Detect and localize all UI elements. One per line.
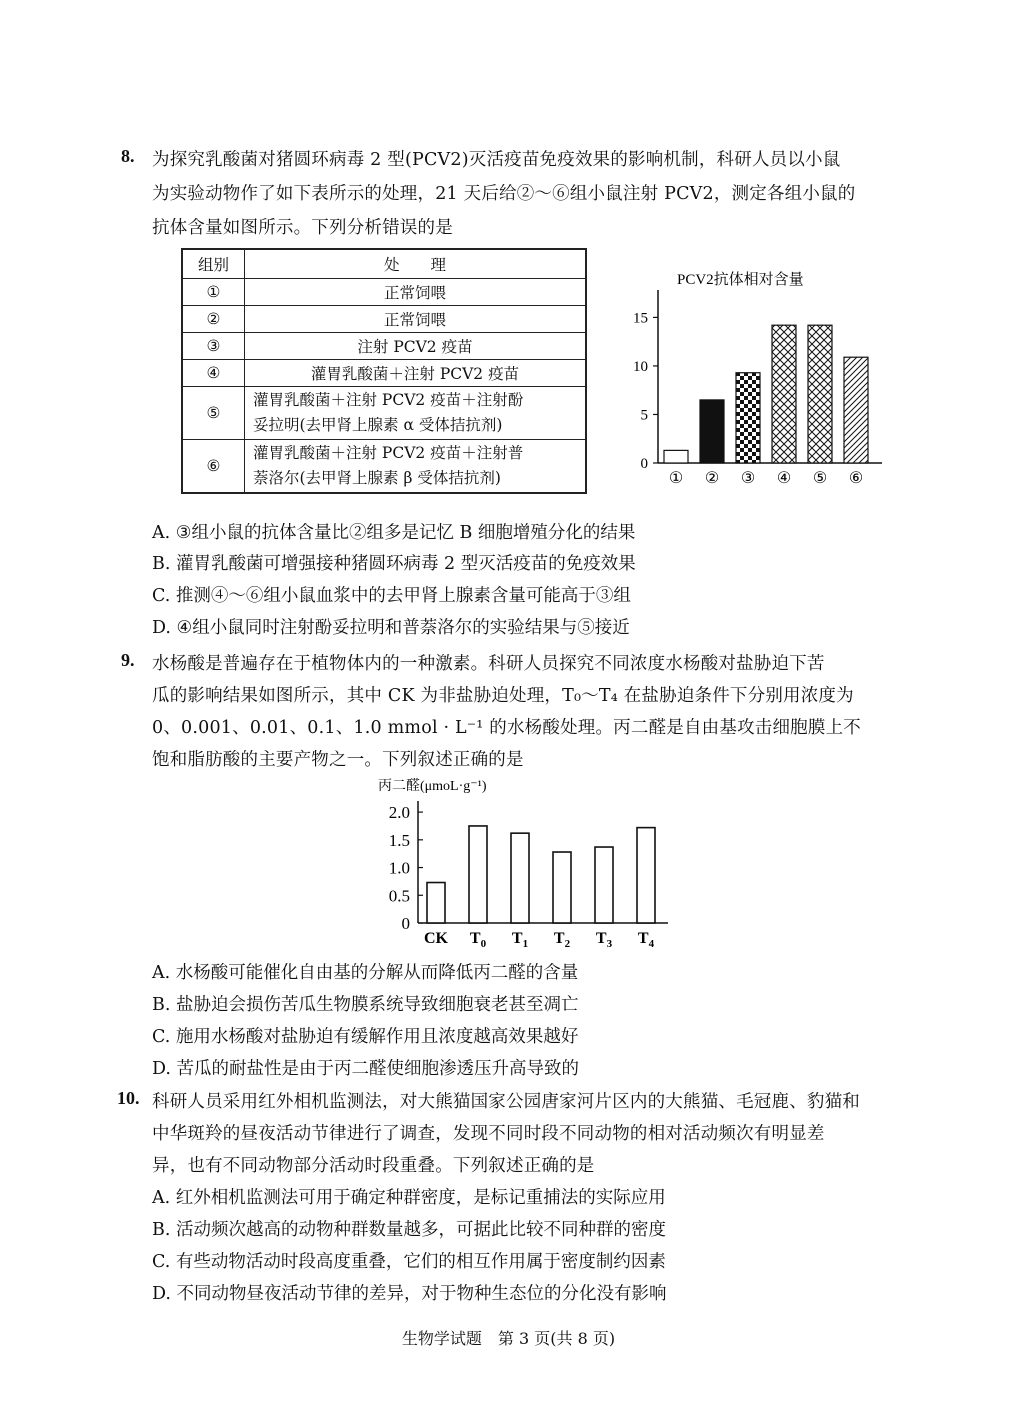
q10-option-c: C. 有些动物活动时段高度重叠，它们的相互作用属于密度制约因素 bbox=[152, 1252, 666, 1272]
chart2-bars bbox=[427, 826, 655, 923]
chart2-x-tick-label: $T_0$ bbox=[469, 930, 487, 950]
table-cell-treatment: 正常饲喂 bbox=[245, 306, 587, 333]
chart1-bar bbox=[772, 325, 796, 463]
table-cell-group: ③ bbox=[182, 333, 245, 360]
chart1-bar bbox=[844, 357, 868, 463]
table-row bbox=[182, 279, 586, 306]
chart2-y-tick-label: 1.5 bbox=[388, 830, 410, 850]
chart2-y-tick-label: 0 bbox=[401, 914, 410, 933]
question-10-number: 10. bbox=[117, 1088, 140, 1108]
chart2-bar bbox=[637, 828, 655, 923]
q9-option-a: A. 水杨酸可能催化自由基的分解从而降低丙二醛的含量 bbox=[152, 963, 579, 983]
chart2-bar bbox=[469, 826, 487, 923]
chart1-y-tick-label: 5 bbox=[640, 407, 648, 424]
q8-option-a: A. ③组小鼠的抗体含量比②组多是记忆 B 细胞增殖分化的结果 bbox=[152, 523, 636, 543]
question-8-line: 为实验动物作了如下表所示的处理，21 天后给②～⑥组小鼠注射 PCV2，测定各组小鼠的 bbox=[152, 184, 856, 204]
table-cell-group: ④ bbox=[182, 360, 245, 387]
chart2-x-tick-label: $T_3$ bbox=[595, 930, 613, 950]
chart1-bar bbox=[808, 325, 832, 463]
chart1-bar bbox=[664, 450, 688, 463]
chart1-x-tick-label: ① bbox=[668, 470, 684, 487]
chart2-ylabel: 丙二醛(μmoL·g⁻¹) bbox=[378, 779, 487, 794]
pcv2-antibody-chart bbox=[600, 260, 900, 500]
table-cell-treatment: 正常饲喂 bbox=[245, 279, 587, 306]
treatment-table bbox=[181, 248, 587, 494]
chart2-x-tick-label: CK bbox=[424, 930, 448, 947]
table-cell-group: ⑤ bbox=[182, 387, 245, 440]
table-header-treatment: 处 理 bbox=[245, 249, 587, 279]
chart2-axes bbox=[418, 801, 668, 923]
page-footer: 生物学试题 第 3 页(共 8 页) bbox=[401, 1329, 616, 1348]
chart2-y-tick-label: 2.0 bbox=[388, 803, 410, 823]
table-cell-treatment: 灌胃乳酸菌＋注射 PCV2 疫苗 bbox=[245, 360, 587, 387]
chart2-bar bbox=[595, 847, 613, 923]
question-8-number: 8. bbox=[121, 146, 135, 166]
q9-option-d: D. 苦瓜的耐盐性是由于丙二醛使细胞渗透压升高导致的 bbox=[152, 1059, 580, 1079]
q9-option-c: C. 施用水杨酸对盐胁迫有缓解作用且浓度越高效果越好 bbox=[152, 1027, 579, 1047]
table-cell-treatment bbox=[245, 387, 587, 440]
chart1-x-tick-label: ⑥ bbox=[848, 470, 864, 487]
question-9-number: 9. bbox=[121, 650, 135, 670]
table-cell-treatment bbox=[245, 440, 587, 494]
chart2-y-tick-label: 1.0 bbox=[388, 858, 410, 878]
chart2-y-tick-label: 0.5 bbox=[388, 886, 410, 906]
question-8-line: 抗体含量如图所示。下列分析错误的是 bbox=[152, 218, 453, 238]
chart1-ylabel: PCV2抗体相对含量 bbox=[677, 272, 804, 288]
chart1-x-tick-label: ② bbox=[704, 470, 720, 487]
question-10-line: 科研人员采用红外相机监测法，对大熊猫国家公园唐家河片区内的大熊猫、毛冠鹿、豹猫和 bbox=[152, 1092, 860, 1112]
table-cell-group: ⑥ bbox=[182, 440, 245, 494]
q8-option-c: C. 推测④～⑥组小鼠血浆中的去甲肾上腺素含量可能高于③组 bbox=[152, 586, 631, 606]
table-header-group: 组别 bbox=[182, 249, 245, 279]
table-row bbox=[182, 333, 586, 360]
q8-option-d: D. ④组小鼠同时注射酚妥拉明和普萘洛尔的实验结果与⑤接近 bbox=[152, 618, 630, 638]
question-9-line: 瓜的影响结果如图所示，其中 CK 为非盐胁迫处理，T₀～T₄ 在盐胁迫条件下分别用浓度为 bbox=[152, 686, 854, 706]
chart2-bar bbox=[511, 833, 529, 923]
question-10-line: 中华斑羚的昼夜活动节律进行了调查，发现不同时段不同动物的相对活动频次有明显差 bbox=[152, 1124, 825, 1144]
chart1-y-tick-label: 15 bbox=[633, 310, 648, 327]
chart2-x-tick-subscript: 4 bbox=[648, 938, 655, 950]
table-cell-treatment: 注射 PCV2 疫苗 bbox=[245, 333, 587, 360]
table-row bbox=[182, 306, 586, 333]
treatment-line: 萘洛尔(去甲肾上腺素 β 受体拮抗剂) bbox=[253, 469, 501, 487]
treatment-line: 灌胃乳酸菌＋注射 PCV2 疫苗＋注射酚 bbox=[253, 391, 524, 409]
chart1-bar bbox=[736, 373, 760, 463]
chart2-x-tick-label: $T_2$ bbox=[553, 930, 571, 950]
table-row bbox=[182, 440, 586, 494]
q10-option-d: D. 不同动物昼夜活动节律的差异，对于物种生态位的分化没有影响 bbox=[152, 1284, 667, 1304]
table-cell-group: ① bbox=[182, 279, 245, 306]
chart1-x-tick-label: ④ bbox=[776, 470, 792, 487]
q8-option-b: B. 灌胃乳酸菌可增强接种猪圆环病毒 2 型灭活疫苗的免疫效果 bbox=[152, 554, 636, 574]
chart2-x-tick-label: $T_1$ bbox=[511, 930, 529, 950]
table-cell-group: ② bbox=[182, 306, 245, 333]
chart1-y-tick-label: 0 bbox=[640, 456, 648, 472]
treatment-line: 妥拉明(去甲肾上腺素 α 受体拮抗剂) bbox=[253, 416, 503, 434]
chart2-x-tick-subscript: 0 bbox=[480, 938, 487, 950]
chart2-x-tick-subscript: 2 bbox=[564, 938, 571, 950]
table-row bbox=[182, 387, 586, 440]
chart1-bars bbox=[664, 325, 868, 463]
chart2-bar bbox=[427, 883, 445, 923]
q10-option-a: A. 红外相机监测法可用于确定种群密度，是标记重捕法的实际应用 bbox=[152, 1188, 666, 1208]
chart2-x-tick-label: $T_4$ bbox=[637, 930, 655, 950]
chart1-bar bbox=[700, 400, 724, 463]
treatment-line: 灌胃乳酸菌＋注射 PCV2 疫苗＋注射普 bbox=[253, 444, 524, 462]
question-9-line: 0、0.001、0.01、0.1、1.0 mmol · L⁻¹ 的水杨酸处理。丙二醛是自由基攻击细胞膜上不 bbox=[152, 718, 861, 738]
chart1-x-tick-label: ③ bbox=[740, 470, 756, 487]
chart2-bar bbox=[553, 852, 571, 923]
table-header-row bbox=[182, 249, 586, 279]
question-9-line: 水杨酸是普遍存在于植物体内的一种激素。科研人员探究不同浓度水杨酸对盐胁迫下苦 bbox=[152, 654, 825, 674]
question-8-line: 为探究乳酸菌对猪圆环病毒 2 型(PCV2)灭活疫苗免疫效果的影响机制，科研人员以小鼠 bbox=[152, 150, 841, 170]
question-9-line: 饱和脂肪酸的主要产物之一。下列叙述正确的是 bbox=[152, 750, 524, 770]
q9-option-b: B. 盐胁迫会损伤苦瓜生物膜系统导致细胞衰老甚至凋亡 bbox=[152, 995, 579, 1015]
table-row bbox=[182, 360, 586, 387]
malondialdehyde-chart bbox=[370, 774, 680, 954]
chart1-y-tick-label: 10 bbox=[633, 358, 648, 375]
chart1-x-tick-label: ⑤ bbox=[812, 470, 828, 487]
q10-option-b: B. 活动频次越高的动物种群数量越多，可据此比较不同种群的密度 bbox=[152, 1220, 666, 1240]
question-10-line: 异，也有不同动物部分活动时段重叠。下列叙述正确的是 bbox=[152, 1156, 595, 1176]
chart2-x-tick-subscript: 3 bbox=[606, 938, 613, 950]
chart2-x-tick-subscript: 1 bbox=[522, 938, 529, 950]
